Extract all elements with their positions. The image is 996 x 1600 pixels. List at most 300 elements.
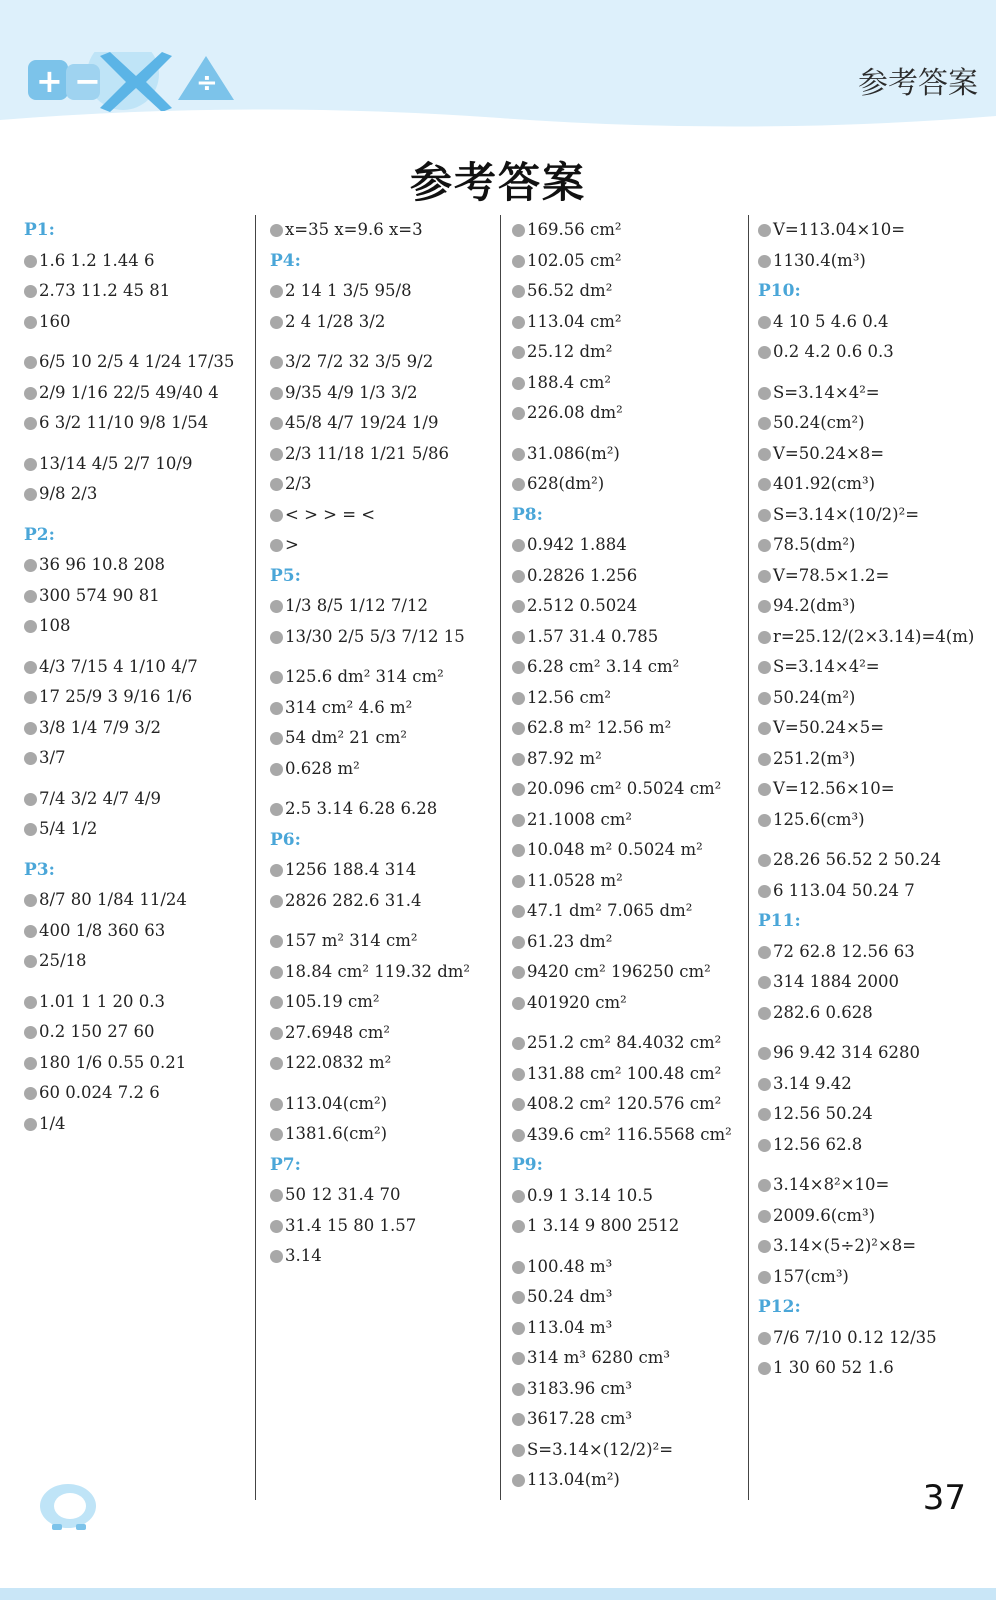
answer-text: 408.2 cm² 120.576 cm² <box>527 1094 722 1113</box>
item-number-marker <box>512 1098 525 1111</box>
answer-text: 6/5 10 2/5 4 1/24 17/35 <box>39 352 235 371</box>
answer-text: 131.88 cm² 100.48 cm² <box>527 1063 722 1083</box>
answer-text: 12.56 cm² <box>527 687 611 707</box>
answer-line <box>758 1099 988 1130</box>
answer-line <box>270 794 495 825</box>
item-number-marker <box>758 255 771 268</box>
answer-text: 1/3 8/5 1/12 7/12 <box>285 596 428 615</box>
answer-text: 1.57 31.4 0.785 <box>527 626 659 646</box>
answer-line <box>270 1089 495 1120</box>
answer-line <box>758 845 988 876</box>
answer-text: 122.0832 m² <box>285 1053 392 1072</box>
item-number-marker <box>512 875 525 888</box>
item-number-marker <box>270 539 283 552</box>
answer-text: 3.14×(5÷2)²×8= <box>773 1236 917 1255</box>
answer-text: 18.84 cm² 119.32 dm² <box>285 961 471 981</box>
answer-line <box>512 683 747 714</box>
item-number-marker <box>270 1250 283 1263</box>
answer-text: 3/7 <box>39 748 66 767</box>
answer-line <box>270 723 495 754</box>
answer-line <box>270 1119 495 1150</box>
answer-text: 9/35 4/9 1/3 3/2 <box>285 382 418 402</box>
item-number-marker <box>24 1026 37 1039</box>
section-heading: P11: <box>758 911 801 931</box>
page-footer <box>0 1530 996 1600</box>
answer-text: 157(cm³) <box>773 1266 849 1286</box>
item-number-marker <box>512 255 525 268</box>
item-number-marker <box>512 1220 525 1233</box>
item-number-marker <box>512 1413 525 1426</box>
answer-text: 61.23 dm² <box>527 931 613 951</box>
item-number-marker <box>512 722 525 735</box>
answer-text: S=3.14×4²= <box>773 657 880 676</box>
answer-text: 251.2(m³) <box>773 748 856 768</box>
answer-line <box>24 916 249 947</box>
item-number-marker <box>512 814 525 827</box>
item-number-marker <box>24 955 37 968</box>
answer-text: 1.01 1 1 20 0.3 <box>39 991 165 1011</box>
answer-text: 6 113.04 50.24 7 <box>773 880 915 900</box>
spacer <box>758 368 988 378</box>
answer-text: 47.1 dm² 7.065 dm² <box>527 901 693 920</box>
answer-line <box>512 1313 747 1344</box>
answer-text: 31.086(m²) <box>527 443 620 463</box>
item-number-marker <box>24 387 37 400</box>
answer-line <box>24 307 249 338</box>
item-number-marker <box>512 1352 525 1365</box>
item-number-marker <box>512 1383 525 1396</box>
item-number-marker <box>24 691 37 704</box>
item-number-marker <box>24 488 37 501</box>
answer-line <box>24 713 249 744</box>
item-number-marker <box>270 1189 283 1202</box>
answer-line <box>758 1262 988 1293</box>
answer-text: 2.512 0.5024 <box>527 596 638 615</box>
page-title: 参考答案 <box>409 158 586 207</box>
answer-text: 94.2(dm³) <box>773 596 856 615</box>
answer-line <box>758 998 988 1029</box>
item-number-marker <box>512 1474 525 1487</box>
item-number-marker <box>512 1291 525 1304</box>
item-number-marker <box>758 1007 771 1020</box>
answer-text: 96 9.42 314 6280 <box>773 1043 920 1062</box>
answer-text: 314 m³ 6280 cm³ <box>527 1348 670 1367</box>
answer-text: 31.4 15 80 1.57 <box>285 1215 417 1235</box>
item-number-marker <box>758 885 771 898</box>
answer-text: 50 12 31.4 70 <box>285 1185 401 1204</box>
item-number-marker <box>758 417 771 430</box>
item-number-marker <box>758 692 771 705</box>
answer-line <box>270 1018 495 1049</box>
math-operators-logo <box>28 52 248 102</box>
answer-line <box>512 866 747 897</box>
answer-text: 1381.6(cm²) <box>285 1124 388 1143</box>
spacer <box>758 835 988 845</box>
answer-line <box>758 591 988 622</box>
item-number-marker <box>758 346 771 359</box>
answer-text: 7/6 7/10 0.12 12/35 <box>773 1327 937 1347</box>
answer-line <box>758 805 988 836</box>
answer-line <box>270 408 495 439</box>
answer-text: > <box>285 535 299 554</box>
answer-line <box>512 896 747 927</box>
item-number-marker <box>24 620 37 633</box>
item-number-marker <box>270 895 283 908</box>
answer-text: 628(dm²) <box>527 474 605 493</box>
section-heading: P4: <box>270 250 301 271</box>
section-heading: P3: <box>24 859 55 880</box>
answer-line <box>512 307 747 338</box>
answer-line <box>512 1089 747 1120</box>
answer-line <box>24 1109 249 1140</box>
answer-line <box>24 1048 249 1079</box>
item-number-marker <box>512 478 525 491</box>
answer-text: 2/3 11/18 1/21 5/86 <box>285 443 449 463</box>
item-number-marker <box>512 224 525 237</box>
answer-line <box>512 1404 747 1435</box>
tv-character-icon <box>38 1478 100 1530</box>
answer-text: 2/9 1/16 22/5 49/40 4 <box>39 382 219 402</box>
item-number-marker <box>512 631 525 644</box>
spacer <box>24 774 249 784</box>
item-number-marker <box>512 600 525 613</box>
answer-text: 314 cm² 4.6 m² <box>285 697 413 717</box>
answer-line <box>758 876 988 907</box>
answer-line <box>24 814 249 845</box>
answer-text: 54 dm² 21 cm² <box>285 728 408 747</box>
answer-line <box>270 1241 495 1272</box>
item-number-marker <box>270 600 283 613</box>
item-number-marker <box>512 1037 525 1050</box>
item-number-marker <box>758 509 771 522</box>
item-number-marker <box>512 1261 525 1274</box>
item-number-marker <box>758 1271 771 1284</box>
answer-text: 11.0528 m² <box>527 870 623 890</box>
answer-text: 50.24 dm³ <box>527 1287 613 1306</box>
answer-text: 300 574 90 81 <box>39 585 160 605</box>
item-number-marker <box>24 1057 37 1070</box>
answer-text: 2826 282.6 31.4 <box>285 890 422 910</box>
answer-text: 72 62.8 12.56 63 <box>773 941 915 961</box>
item-number-marker <box>512 936 525 949</box>
answer-text: 2 4 1/28 3/2 <box>285 311 386 331</box>
item-number-marker <box>270 285 283 298</box>
item-number-marker <box>512 1129 525 1142</box>
answer-line <box>512 957 747 988</box>
answer-text: x=35 x=9.6 x=3 <box>285 220 423 239</box>
section-heading: P8: <box>512 504 543 525</box>
answer-text: 62.8 m² 12.56 m² <box>527 718 672 737</box>
answer-text: 125.6 dm² 314 cm² <box>285 667 444 686</box>
item-number-marker <box>24 285 37 298</box>
answer-text: 169.56 cm² <box>527 220 622 239</box>
item-number-marker <box>758 1179 771 1192</box>
answer-text: 7/4 3/2 4/7 4/9 <box>39 788 161 808</box>
answer-text: 4/3 7/15 4 1/10 4/7 <box>39 656 198 676</box>
item-number-marker <box>270 1057 283 1070</box>
answer-line <box>270 500 495 531</box>
answer-line <box>270 1211 495 1242</box>
item-number-marker <box>24 458 37 471</box>
answer-line <box>758 713 988 744</box>
answer-line <box>512 439 747 470</box>
answer-text: 0.2 150 27 60 <box>39 1022 155 1041</box>
answer-text: 100.48 m³ <box>527 1256 613 1276</box>
answer-text: 56.52 dm² <box>527 281 613 300</box>
item-number-marker <box>270 996 283 1009</box>
answer-text: 36 96 10.8 208 <box>39 555 165 574</box>
answer-text: 2/3 <box>285 474 312 493</box>
answer-line <box>758 774 988 805</box>
item-number-marker <box>512 407 525 420</box>
answer-text: 2009.6(cm³) <box>773 1205 876 1225</box>
answer-line <box>758 1231 988 1262</box>
plus-sign: + <box>36 62 63 100</box>
answer-line <box>512 591 747 622</box>
answer-line <box>758 246 988 277</box>
answer-column-3 <box>512 215 747 1500</box>
answer-text: 25.12 dm² <box>527 342 613 361</box>
answer-line <box>270 307 495 338</box>
answer-text: 17 25/9 3 9/16 1/6 <box>39 687 193 706</box>
answer-text: < > > = < <box>285 504 376 524</box>
answer-text: 0.2826 1.256 <box>527 565 638 585</box>
item-number-marker <box>270 935 283 948</box>
answer-line <box>512 1181 747 1212</box>
answer-line <box>24 479 249 510</box>
spacer <box>512 429 747 439</box>
answer-text: 400 1/8 360 63 <box>39 920 166 940</box>
answer-line <box>758 683 988 714</box>
answer-text: 3/2 7/2 32 3/5 9/2 <box>285 352 434 371</box>
item-number-marker <box>758 1139 771 1152</box>
spacer <box>24 642 249 652</box>
answer-line <box>24 784 249 815</box>
item-number-marker <box>270 478 283 491</box>
item-number-marker <box>512 966 525 979</box>
answer-text: 45/8 4/7 19/24 1/9 <box>285 413 439 432</box>
answer-text: 226.08 dm² <box>527 403 623 422</box>
answer-line <box>270 276 495 307</box>
answer-line <box>512 368 747 399</box>
answer-text: V=50.24×5= <box>773 718 885 737</box>
answer-text: 157 m² 314 cm² <box>285 931 418 950</box>
answer-text: 439.6 cm² 116.5568 cm² <box>527 1124 732 1144</box>
answer-line <box>758 1130 988 1161</box>
item-number-marker <box>270 387 283 400</box>
item-number-marker <box>270 702 283 715</box>
item-number-marker <box>758 1108 771 1121</box>
answer-line <box>512 561 747 592</box>
item-number-marker <box>758 224 771 237</box>
answer-line <box>512 276 747 307</box>
answer-text: 28.26 56.52 2 50.24 <box>773 850 941 869</box>
answer-text: 1 3.14 9 800 2512 <box>527 1216 680 1235</box>
answer-text: 113.04 cm² <box>527 311 622 331</box>
answer-text: S=3.14×(12/2)²= <box>527 1439 674 1459</box>
spacer <box>758 1028 988 1038</box>
item-number-marker <box>512 753 525 766</box>
spacer <box>270 916 495 926</box>
answer-text: 9420 cm² 196250 cm² <box>527 962 711 981</box>
spacer <box>270 784 495 794</box>
answer-line <box>270 957 495 988</box>
answer-line <box>270 378 495 409</box>
answer-text: V=12.56×10= <box>773 779 895 798</box>
answer-line <box>512 246 747 277</box>
answer-text: 8/7 80 1/84 11/24 <box>39 890 187 909</box>
answer-line <box>512 744 747 775</box>
item-number-marker <box>24 661 37 674</box>
item-number-marker <box>758 1047 771 1060</box>
page-header <box>0 0 996 140</box>
answer-line <box>24 550 249 581</box>
answer-line <box>512 1435 747 1466</box>
spacer <box>24 977 249 987</box>
answer-line <box>512 1028 747 1059</box>
item-number-marker <box>758 448 771 461</box>
answer-line <box>758 530 988 561</box>
divide-sign: ÷ <box>196 68 218 98</box>
spacer <box>270 1079 495 1089</box>
answer-line <box>758 337 988 368</box>
answer-line <box>512 835 747 866</box>
item-number-marker <box>270 966 283 979</box>
answer-text: 21.1008 cm² <box>527 809 632 829</box>
answer-line <box>270 662 495 693</box>
section-heading: P2: <box>24 524 55 545</box>
item-number-marker <box>512 783 525 796</box>
item-number-marker <box>512 844 525 857</box>
answer-line <box>270 530 495 561</box>
answer-text: 2 14 1 3/5 95/8 <box>285 281 412 300</box>
answer-line <box>512 1465 747 1496</box>
item-number-marker <box>758 753 771 766</box>
page-number: 37 <box>922 1478 966 1518</box>
item-number-marker <box>270 864 283 877</box>
answer-line <box>758 937 988 968</box>
section-heading: P10: <box>758 281 801 301</box>
item-number-marker <box>512 1190 525 1203</box>
answer-line <box>24 1078 249 1109</box>
item-number-marker <box>758 976 771 989</box>
answer-text: r=25.12/(2×3.14)=4(m) <box>773 626 975 646</box>
answer-line <box>758 1323 988 1354</box>
item-number-marker <box>758 1078 771 1091</box>
answer-text: 50.24(m²) <box>773 687 856 707</box>
header-wave-decoration <box>0 100 996 140</box>
answer-line <box>512 1374 747 1405</box>
item-number-marker <box>512 1322 525 1335</box>
answer-text: 160 <box>39 311 71 331</box>
answer-line <box>758 215 988 246</box>
answer-line <box>512 337 747 368</box>
answer-text: 6.28 cm² 3.14 cm² <box>527 657 680 676</box>
answer-line <box>24 408 249 439</box>
item-number-marker <box>24 752 37 765</box>
answer-text: 3183.96 cm³ <box>527 1378 632 1398</box>
answer-text: 25/18 <box>39 951 87 970</box>
answer-line <box>512 1059 747 1090</box>
item-number-marker <box>758 316 771 329</box>
answer-line <box>758 408 988 439</box>
answer-text: 12.56 62.8 <box>773 1134 863 1154</box>
answer-line <box>24 347 249 378</box>
answer-line <box>24 611 249 642</box>
item-number-marker <box>512 346 525 359</box>
answer-text: 3.14×8²×10= <box>773 1175 890 1194</box>
item-number-marker <box>24 356 37 369</box>
answer-text: 10.048 m² 0.5024 m² <box>527 840 703 859</box>
item-number-marker <box>758 661 771 674</box>
answer-line <box>512 622 747 653</box>
spacer <box>512 1018 747 1028</box>
item-number-marker <box>24 1118 37 1131</box>
answer-text: 0.942 1.884 <box>527 535 627 554</box>
spacer <box>24 510 249 520</box>
answer-line <box>24 743 249 774</box>
section-heading: P12: <box>758 1297 801 1317</box>
answer-line <box>24 987 249 1018</box>
answer-text: 401.92(cm³) <box>773 474 876 493</box>
item-number-marker <box>270 356 283 369</box>
answer-column-2 <box>270 215 495 1500</box>
answer-line <box>24 1017 249 1048</box>
item-number-marker <box>270 1027 283 1040</box>
answer-line <box>270 469 495 500</box>
header-badge: 参考答案 <box>858 66 978 101</box>
answer-text: 1130.4(m³) <box>773 250 866 270</box>
answer-line <box>758 439 988 470</box>
item-number-marker <box>758 946 771 959</box>
item-number-marker <box>758 387 771 400</box>
item-number-marker <box>512 448 525 461</box>
answer-line <box>270 1180 495 1211</box>
section-heading: P6: <box>270 829 301 850</box>
item-number-marker <box>512 692 525 705</box>
item-number-marker <box>758 814 771 827</box>
spacer <box>24 439 249 449</box>
answer-line <box>758 469 988 500</box>
item-number-marker <box>758 722 771 735</box>
answer-text: 102.05 cm² <box>527 250 622 270</box>
answer-line <box>512 774 747 805</box>
item-number-marker <box>24 793 37 806</box>
answer-text: 0.9 1 3.14 10.5 <box>527 1185 653 1205</box>
answer-line <box>270 987 495 1018</box>
answer-text: S=3.14×(10/2)²= <box>773 504 920 524</box>
answer-line <box>512 398 747 429</box>
answer-line <box>24 682 249 713</box>
item-number-marker <box>758 854 771 867</box>
item-number-marker <box>24 1087 37 1100</box>
section-heading: P5: <box>270 565 301 586</box>
answer-line <box>270 347 495 378</box>
item-number-marker <box>758 539 771 552</box>
item-number-marker <box>512 1444 525 1457</box>
spacer <box>758 1160 988 1170</box>
answer-text: 13/14 4/5 2/7 10/9 <box>39 453 193 473</box>
item-number-marker <box>758 1240 771 1253</box>
item-number-marker <box>24 894 37 907</box>
item-number-marker <box>270 671 283 684</box>
item-number-marker <box>758 478 771 491</box>
answer-line <box>512 927 747 958</box>
answer-text: 13/30 2/5 5/3 7/12 15 <box>285 626 465 646</box>
answer-text: 3617.28 cm³ <box>527 1409 632 1428</box>
item-number-marker <box>512 285 525 298</box>
item-number-marker <box>512 539 525 552</box>
